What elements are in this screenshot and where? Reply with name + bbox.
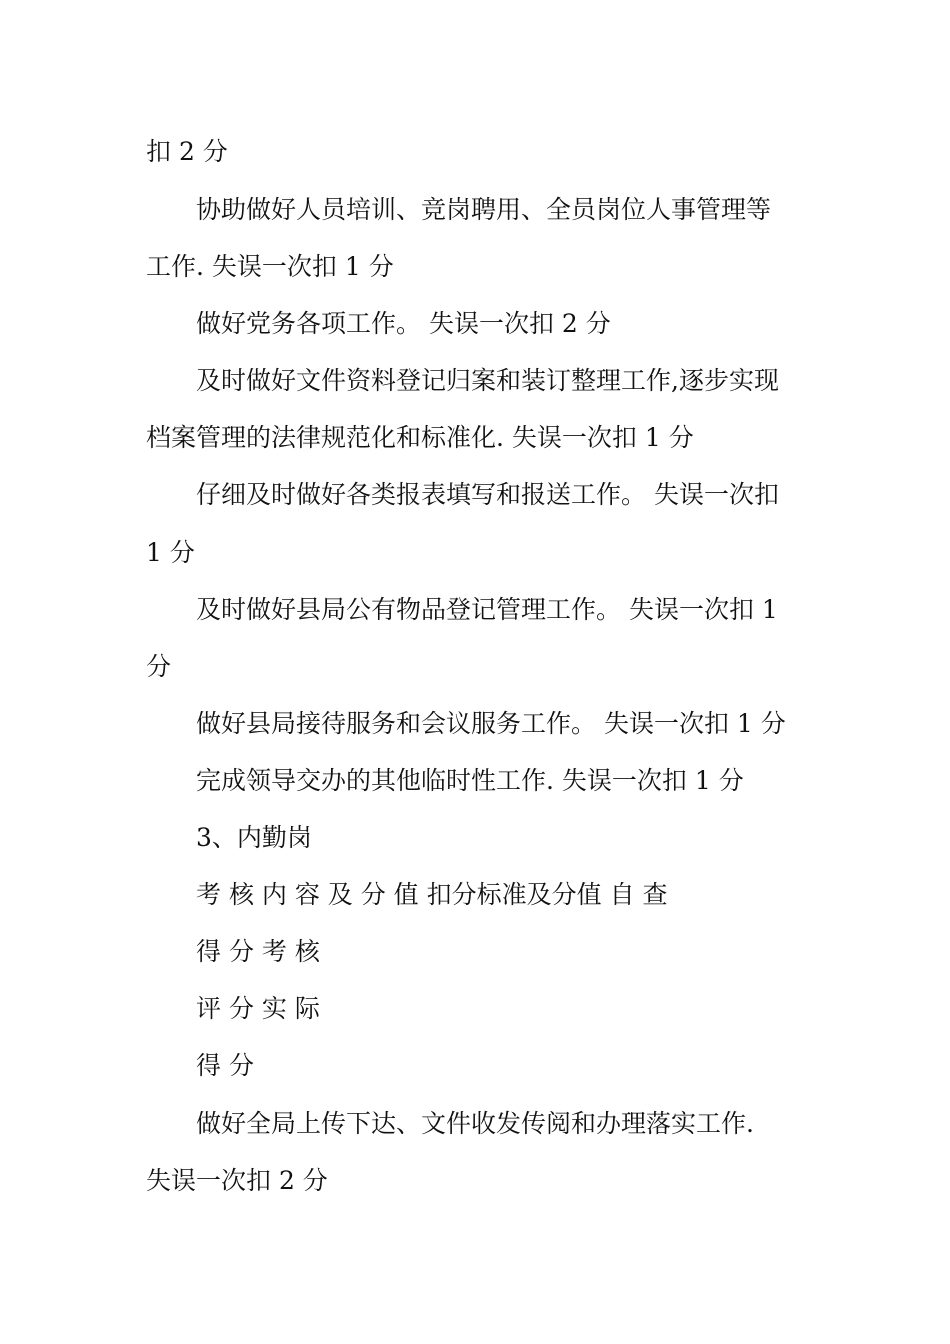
section-heading: 3、内勤岗	[196, 823, 312, 852]
table-header-line: 考 核 内 容 及 分 值 扣分标准及分值 自 查	[196, 880, 668, 909]
paragraph-line: 做好县局接待服务和会议服务工作。 失误一次扣 1 分	[196, 709, 786, 738]
paragraph-line: 做好全局上传下达、文件收发传阅和办理落实工作.	[196, 1109, 754, 1138]
paragraph-line: 及时做好文件资料登记归案和装订整理工作,逐步实现	[196, 366, 779, 395]
text-line: 1 分	[146, 538, 195, 567]
text-line: 失误一次扣 2 分	[146, 1166, 328, 1195]
paragraph-line: 完成领导交办的其他临时性工作. 失误一次扣 1 分	[196, 766, 744, 795]
paragraph-line: 仔细及时做好各类报表填写和报送工作。 失误一次扣	[196, 480, 779, 509]
paragraph-line: 做好党务各项工作。 失误一次扣 2 分	[196, 309, 611, 338]
table-header-line: 评 分 实 际	[196, 994, 320, 1023]
table-header-line: 得 分 考 核	[196, 937, 320, 966]
text-line: 分	[146, 652, 172, 681]
table-header-line: 得 分	[196, 1051, 254, 1080]
paragraph-line: 及时做好县局公有物品登记管理工作。 失误一次扣 1	[196, 595, 778, 624]
text-line: 档案管理的法律规范化和标准化. 失误一次扣 1 分	[146, 423, 694, 452]
paragraph-line: 协助做好人员培训、竞岗聘用、全员岗位人事管理等	[196, 195, 772, 224]
text-line: 工作. 失误一次扣 1 分	[146, 252, 394, 281]
text-line: 扣 2 分	[146, 137, 228, 166]
